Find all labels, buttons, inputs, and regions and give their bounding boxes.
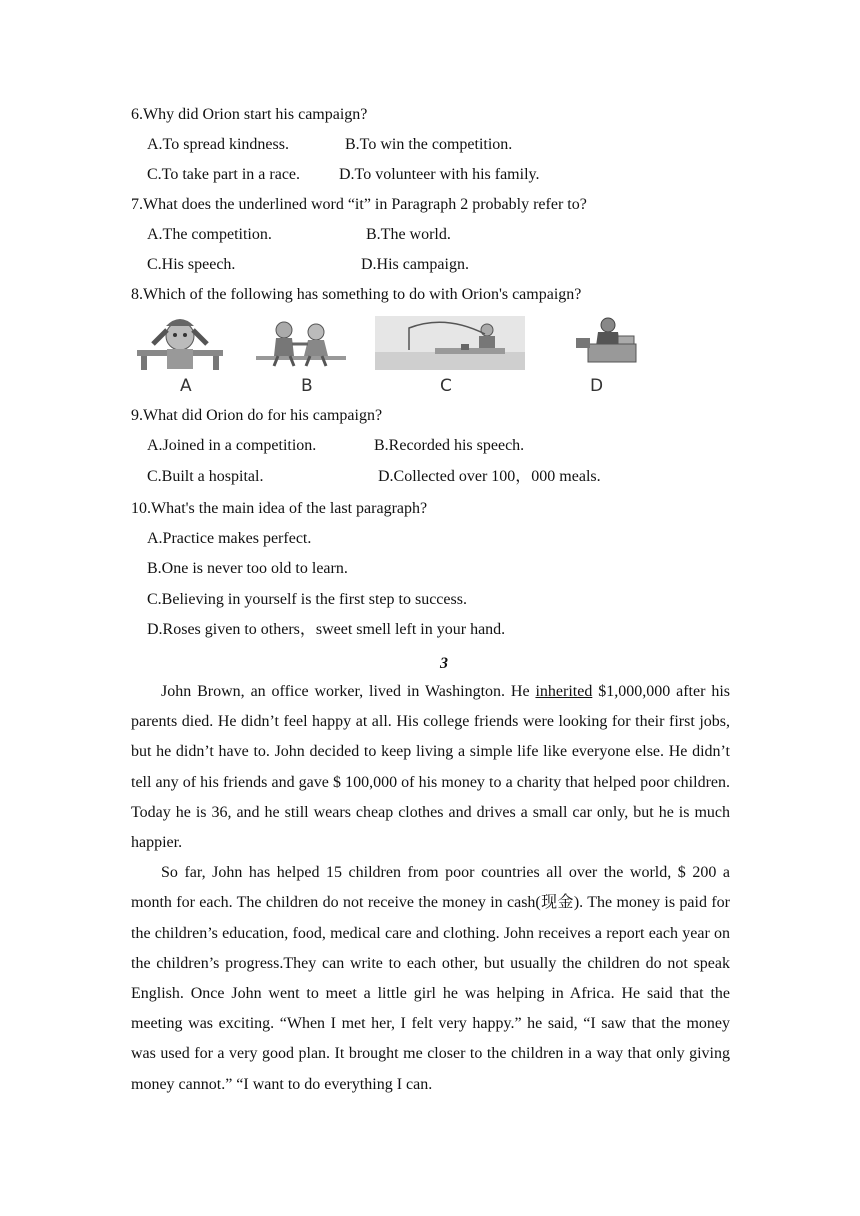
q10-stem: 10.What's the main idea of the last paragraph? (131, 500, 428, 517)
q9-stem: 9.What did Orion do for his campaign? (131, 407, 383, 424)
section-number: 3 (440, 655, 448, 672)
q7-option-c: C.His speech. (147, 256, 236, 273)
picture-c-fishing (375, 316, 525, 370)
q10-option-d: D.Roses given to others，sweet smell left in your hand. (147, 621, 506, 638)
q9-option-d: D.Collected over 100，000 meals. (378, 468, 601, 485)
q6-option-a: A.To spread kindness. (147, 136, 289, 153)
q7-option-a: A.The competition. (147, 226, 272, 243)
q9-option-c: C.Built a hospital. (147, 468, 264, 485)
q10-option-b: B.One is never too old to learn. (147, 560, 348, 577)
picture-d-label: D (590, 376, 605, 396)
q7-stem: 7.What does the underlined word “it” in Paragraph 2 probably refer to? (131, 196, 587, 213)
q6-option-d: D.To volunteer with his family. (339, 166, 540, 183)
p1-text-start: John Brown, an office worker, lived in Washington. He (161, 683, 536, 700)
picture-b-two-people (252, 318, 350, 368)
q6-option-b: B.To win the competition. (345, 136, 513, 153)
q10-option-a: A.Practice makes perfect. (147, 530, 312, 547)
q6-option-c: C.To take part in a race. (147, 166, 301, 183)
picture-a-stressed-person (131, 316, 229, 372)
passage (131, 677, 730, 1100)
q7-option-d: D.His campaign. (361, 256, 469, 273)
q6-stem: 6.Why did Orion start his campaign? (131, 106, 368, 123)
q7-option-b: B.The world. (366, 226, 451, 243)
picture-d-counter (568, 316, 642, 368)
p1-text-end: $1,000,000 after his parents died. He didn’t feel happy at all. His college friends were looking for their first jobs, but he didn’t have to. John decided to keep living a simple life like everyone else. He didn’t tell any of his friends and gave $ 100,000 of his money to a charity that helped poor children. Today he is 36, and he still wears cheap clothes and drives a small car only, but he is much happier. (131, 683, 730, 852)
picture-b-label: B (301, 376, 314, 396)
passage-paragraph-2: So far, John has helped 15 children from poor countries all over the world, $ 200 a month for each. The children do not receive the money in cash(现金). The money is paid for the children’s education, food, medical care and clothing. John receives a report each year on the children’s progress.They can write to each other, but usually the children do not speak English. Once John went to meet a little girl he was helping in Africa. He said that the meeting was exciting. “When I met her, I felt very happy.” he said, “I saw that the money was used for a very good plan. It brought me closer to the children in a way that only giving money cannot.” “I want to do everything I can. (131, 864, 730, 1093)
p1-underlined-word: inherited (535, 683, 593, 700)
picture-c-label: C (440, 376, 453, 396)
q8-stem: 8.Which of the following has something to do with Orion's campaign? (131, 286, 582, 303)
q9-option-b: B.Recorded his speech. (374, 437, 525, 454)
passage-paragraph-1 (131, 677, 730, 858)
q10-option-c: C.Believing in yourself is the first step to success. (147, 591, 467, 608)
q9-option-a: A.Joined in a competition. (147, 437, 317, 454)
picture-a-label: A (180, 376, 193, 396)
